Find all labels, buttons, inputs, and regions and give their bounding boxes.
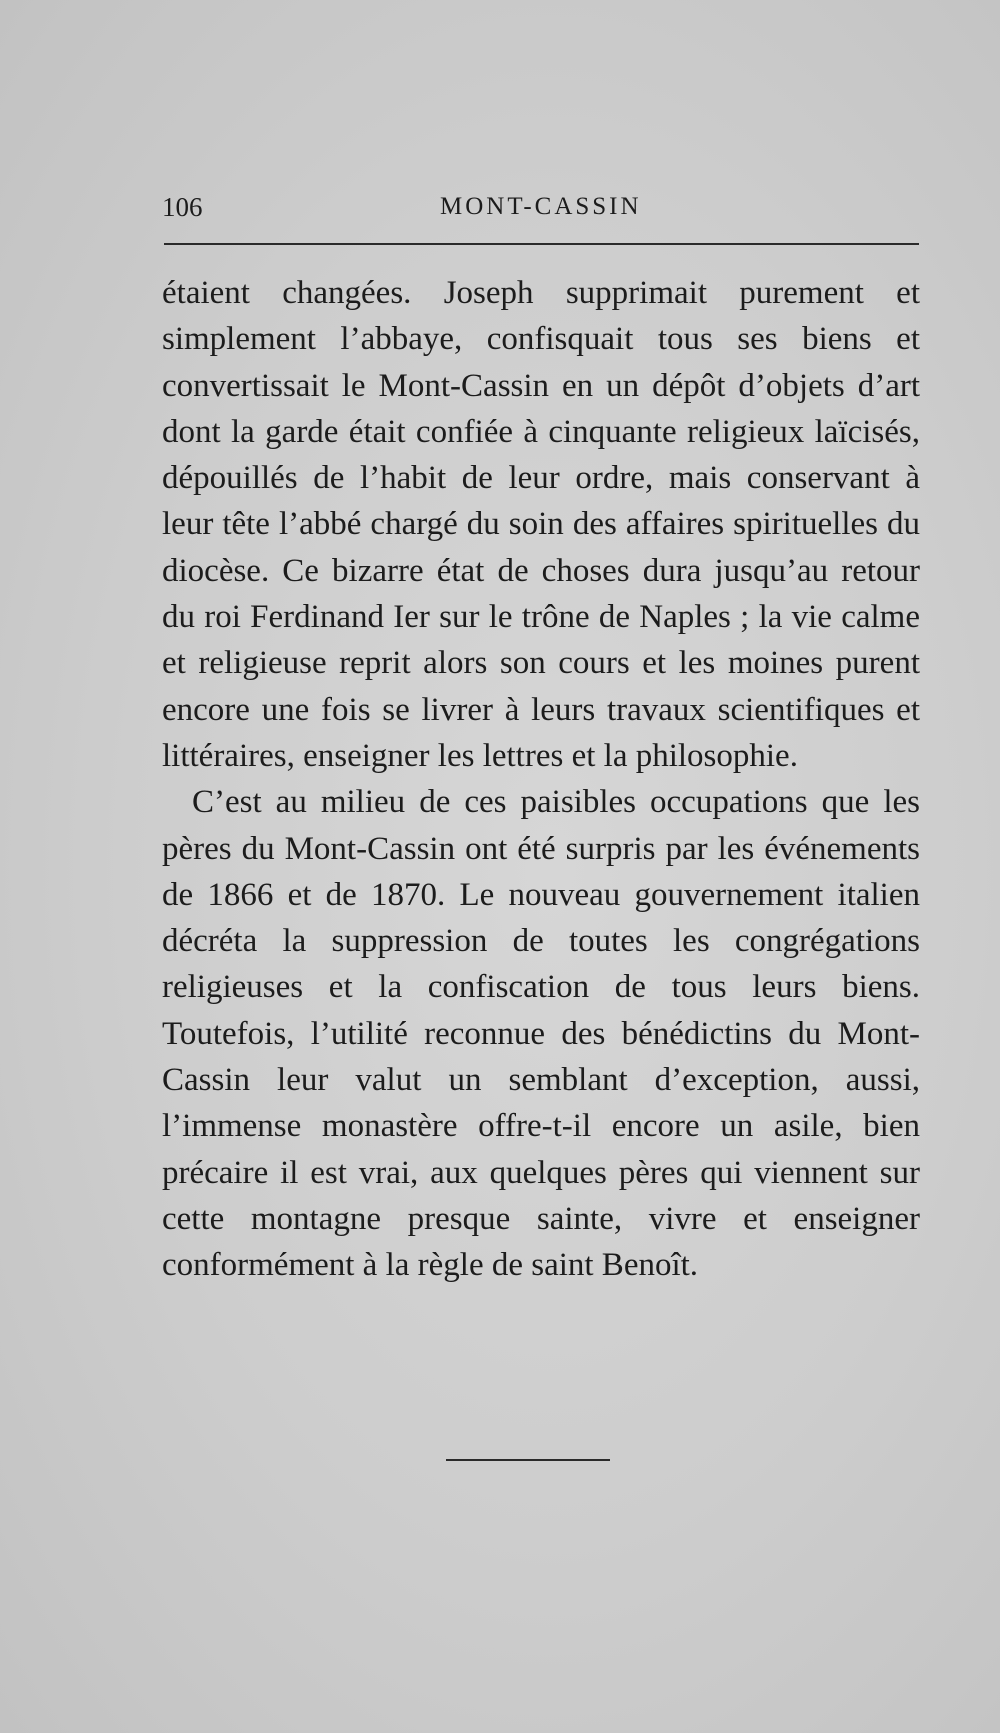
- body-text: [162, 270, 920, 1289]
- paragraph-1: étaient changées. Joseph supprimait purement et simplement l’abbaye, confisquait tous ses biens et convertissait le Mont-Cassin en un dépôt d’objets d’art dont la garde était confiée à cinquante religieux laïcisés, dépouillés de l’habit de leur ordre, mais conservant à leur tête l’abbé chargé du soin des affaires spirituelles du diocèse. Ce bizarre état de choses dura jusqu’au retour du roi Ferdinand Ier sur le trône de Naples ; la vie calme et religieuse reprit alors son cours et les moines purent encore une fois se livrer à leurs travaux scientifiques et littéraires, enseigner les lettres et la philosophie.: [162, 275, 920, 774]
- page-number: 106: [162, 192, 203, 222]
- running-head-title: MONT-CASSIN: [440, 193, 642, 220]
- page-header: [162, 192, 920, 222]
- header-rule: [164, 243, 919, 245]
- paragraph-2: C’est au milieu de ces paisibles occupations que les pères du Mont-Cassin ont été surpris par les événements de 1866 et de 1870. Le nouveau gouvernement italien décréta la suppression de toutes les congrégations religieuses et la confiscation de tous leurs biens. Toutefois, l’utilité reconnue des bénédictins du Mont-Cassin leur valut un semblant d’exception, aussi, l’immense monastère offre-t-il encore un asile, bien précaire il est vrai, aux quelques pères qui viennent sur cette montagne presque sainte, vivre et enseigner conformément à la règle de saint Benoît.: [162, 784, 920, 1284]
- end-rule: [446, 1459, 610, 1461]
